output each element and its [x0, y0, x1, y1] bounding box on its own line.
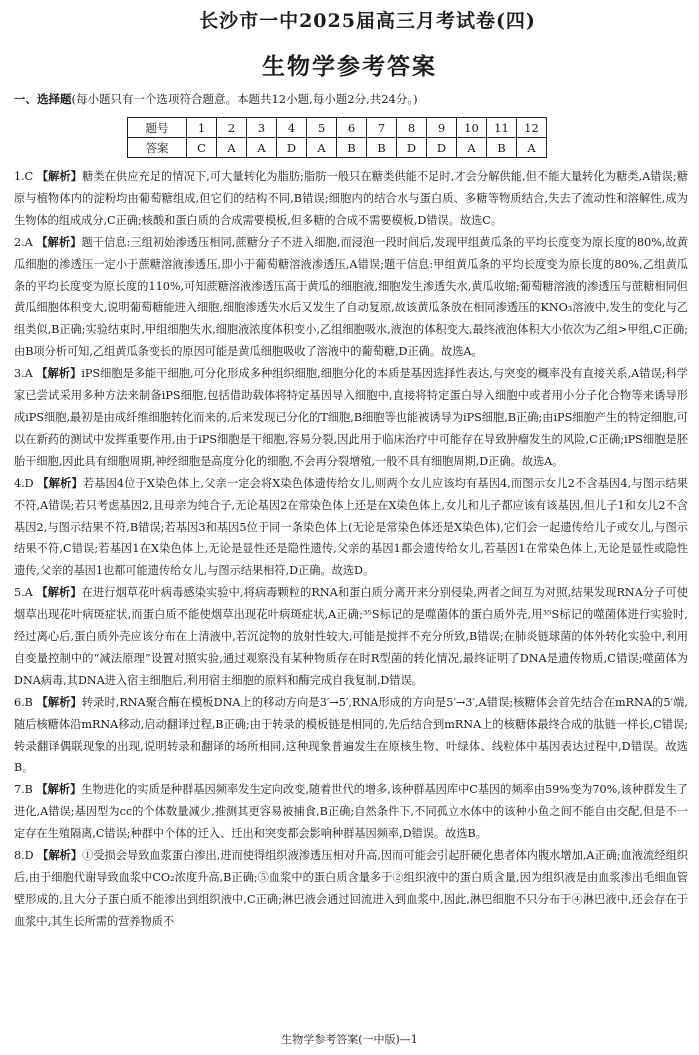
item-text: 转录时,RNA聚合酶在模板DNA上的移动方向是3′→5′,RNA形成的方向是5′→3′,A错误;核糖体会首先结合在mRNA的5′端,随后核糖体沿mRNA移动,启动翻译过程,B正确;由于转录的模板链是相同的,先后结合到mRNA上的核糖体最终合成的肽链一样长,C错误;转录翻译偶联现象的出现,说明转录和翻译的场所相同,这种现象普遍发生在原核生物、叶绿体、线粒体中基因表达过程中,D错误。故选B。 — [14, 695, 688, 775]
item-text: 若基因4位于X染色体上,父亲一定会将X染色体遗传给女儿,则两个女儿应该均有基因4,而图示女儿2不含基因4,与图示结果不符,A错误;若只考虑基因2,且母亲为纯合子,无论基因2在常染色体上还是在X染色体上,女儿和儿子都应该有该基因,但儿子1和女儿2不含基因2,与图示结果不符,B错误;若基因3和基因5位于同一条染色体上(无论是常染色体还是X染色体),它们会一起遗传给儿子或女儿,与图示结果不符,C错误;若基因1在X染色体上,无论是显性还是隐性遗传,父亲的基因1都会遗传给女儿,若基因1在常染色体上,无论是显性或隐性遗传,父亲的基因1也都可能遗传给女儿,与图示结果相符,D正确。故选D。 — [14, 476, 688, 578]
item-text: iPS细胞是多能干细胞,可分化形成多种组织细胞,细胞分化的本质是基因选择性表达,与突变的概率没有直接关系,A错误;科学家已尝试采用多种方法来制备iPS细胞,包括借助载体将特定基因导入细胞中,直接将特定蛋白导入细胞中或者用小分子化合物等来诱导形成iPS细胞,最初是由成纤维细胞转化而来的,后来发现已分化的T细胞,B细胞等也能被诱导为iPS细胞,B正确;由iPS细胞产生的特定细胞,可以在新药的测试中发挥重要作用,由于iPS细胞是干细胞,容易分裂,因此用于临床治疗中可能存在导致肿瘤发生的风险,C正确;iPS细胞是胚胎干细胞,因此具有细胞周期,神经细胞是高度分化的细胞,不会再分裂增殖,一般不具有细胞周期,D正确。故选A。 — [14, 367, 688, 468]
analysis-tag: 【解析】 — [37, 475, 83, 490]
answer-cell: A — [517, 138, 547, 158]
answer-table-number-row — [128, 118, 547, 138]
answer-cell: A — [247, 138, 277, 158]
item-number: 3.A — [14, 367, 33, 381]
answer-cell: C — [187, 138, 217, 158]
item-text: 题干信息:三组初始渗透压相同,蔗糖分子不进入细胞,而浸泡一段时间后,发现甲组黄瓜条的平均长度变为原长度的80%,故黄瓜细胞的渗透压一定小于蔗糖溶液渗透压,即小于葡萄糖溶液渗透压,A错误;题干信息:甲组黄瓜条的平均长度变为原长度的80%,乙组黄瓜条的平均长度变为原长度的110%,可知蔗糖溶液渗透压高于黄瓜的细胞液,细胞发生渗透失水,黄瓜收缩;葡萄糖溶液的渗透压与蔗糖相同但黄瓜细胞体积变大,说明葡萄糖能进入细胞,细胞渗透失水后又发生了自动复原,故该黄瓜条放在相同渗透压的KNO₃溶液中,发生的变化与乙组类似,B正确;实验结束时,甲组细胞失水,细胞液浓度体积变小,乙组细胞吸水,液泡的体积变大,最终液泡体积大小依次为乙组>甲组,C正确;由B项分析可知,乙组黄瓜条变长的原因可能是黄瓜细胞吸收了溶液中的葡萄糖,D正确。故选A。 — [14, 235, 688, 359]
explanation-item — [14, 845, 688, 933]
explanation-item — [14, 232, 688, 363]
question-number: 3 — [247, 118, 277, 138]
explanation-item — [14, 582, 688, 692]
item-text: 生物进化的实质是种群基因频率发生定向改变,随着世代的增多,该种群基因库中C基因的频率由59%变为70%,该种群发生了进化,A错误;基因型为cc的个体数量减少,推测其更容易被捕食,B正确;自然条件下,不同孤立水体中的该种小鱼之间不能自由交配,但是不一定存在生殖隔离,C错误;种群中个体的迁入、迁出和突变都会影响种群基因频率,D错误。故选B。 — [14, 783, 688, 841]
explanation-item — [14, 473, 688, 583]
question-number: 11 — [487, 118, 517, 138]
analysis-tag: 【解析】 — [36, 234, 82, 249]
exam-title: 长沙市一中2025届高三月考试卷(四) — [199, 10, 536, 32]
answer-cell: A — [307, 138, 337, 158]
answer-cell: B — [487, 138, 517, 158]
answer-table-answer-row — [128, 138, 547, 158]
item-number: 6.B — [14, 695, 33, 709]
answer-cell: D — [427, 138, 457, 158]
item-text: ①受损会导致血浆蛋白渗出,进而使得组织液渗透压相对升高,因而可能会引起肝硬化患者体内腹水增加,A正确;血液流经组织后,由于细胞代谢导致血浆中CO₂浓度升高,B正确;⑤血浆中的蛋白质含量多于②组织液中的蛋白质含量,因为组织液是由血浆渗出毛细血管壁形成的,且大分子蛋白质不能渗出到组织液中,C正确;淋巴液会通过回流进入到血浆中,因此,淋巴细胞不只分布于④淋巴液中,还会存在于血浆中,其生长所需的营养物质不 — [14, 849, 688, 928]
analysis-tag: 【解析】 — [36, 366, 82, 381]
analysis-tag: 【解析】 — [36, 585, 82, 600]
explanations — [14, 166, 688, 933]
question-number: 12 — [517, 118, 547, 138]
analysis-tag: 【解析】 — [37, 848, 83, 863]
question-number: 5 — [307, 118, 337, 138]
analysis-tag: 【解析】 — [36, 169, 83, 183]
analysis-tag: 【解析】 — [36, 782, 82, 797]
explanation-item — [14, 779, 688, 845]
explanation-item — [14, 363, 688, 473]
item-number: 7.B — [14, 783, 33, 797]
answer-cell: A — [457, 138, 487, 158]
question-number: 8 — [397, 118, 427, 138]
answer-cell: D — [277, 138, 307, 158]
answer-table — [127, 117, 547, 158]
answer-cell: D — [397, 138, 427, 158]
answer-row-label: 答案 — [128, 138, 187, 158]
explanation-item — [14, 692, 688, 780]
question-number: 2 — [217, 118, 247, 138]
question-number: 7 — [367, 118, 397, 138]
answer-key-title: 生物学参考答案 — [262, 53, 437, 80]
answer-cell: B — [337, 138, 367, 158]
explanation-item — [14, 166, 688, 232]
question-number: 4 — [277, 118, 307, 138]
item-text: 糖类在供应充足的情况下,可大量转化为脂肪;脂肪一般只在糖类供能不足时,才会分解供能,但不能大量转化为糖类,A错误;糖原与植物体内的淀粉均由葡萄糖组成,但它们的结构不同,B错误;细胞内的结合水与蛋白质、多糖等物质结合,失去了流动性和溶解性,成为生物体的组成成分,C正确;核酸和蛋白质的合成需要模板,但多糖的合成不需要模板,D错误。故选C。 — [14, 170, 688, 227]
question-number: 6 — [337, 118, 367, 138]
item-number: 4.D — [14, 476, 34, 490]
section-heading — [14, 91, 418, 107]
answer-cell: B — [367, 138, 397, 158]
item-text: 在进行烟草花叶病毒感染实验中,将病毒颗粒的RNA和蛋白质分离开来分别侵染,两者之间互为对照,结果发现RNA分子可使烟草出现花叶病斑症状,而蛋白质不能使烟草出现花叶病斑症状,A正确;³⁵S标记的是噬菌体的蛋白质外壳,用³⁵S标记的噬菌体进行实验时,经过离心后,蛋白质外壳应该分布在上清液中,若沉淀物的放射性较大,可能是搅拌不充分所致,B错误;在肺炎链球菌的体外转化实验中,利用自变量控制中的“减法原理”设置对照实验,通过观察没有某种物质存在时R型菌的转化情况,最终证明了DNA是遗传物质,C错误;噬菌体为DNA病毒,其DNA进入宿主细胞后,利用宿主细胞的原料和酶完成自我复制,D错误。 — [14, 586, 688, 687]
section-note: (每小题只有一个选项符合题意。本题共12小题,每小题2分,共24分。) — [71, 92, 418, 106]
section-label: 一、选择题 — [14, 92, 72, 106]
question-number: 1 — [187, 118, 217, 138]
item-number: 8.D — [14, 849, 34, 863]
question-number: 10 — [457, 118, 487, 138]
item-number: 1.C — [14, 170, 34, 183]
page-footer: 生物学参考答案(一中版)—1 — [281, 1033, 418, 1046]
number-row-label: 题号 — [128, 118, 187, 138]
item-number: 2.A — [14, 235, 33, 249]
item-number: 5.A — [14, 586, 33, 600]
answer-cell: A — [217, 138, 247, 158]
question-number: 9 — [427, 118, 457, 138]
analysis-tag: 【解析】 — [36, 694, 82, 709]
